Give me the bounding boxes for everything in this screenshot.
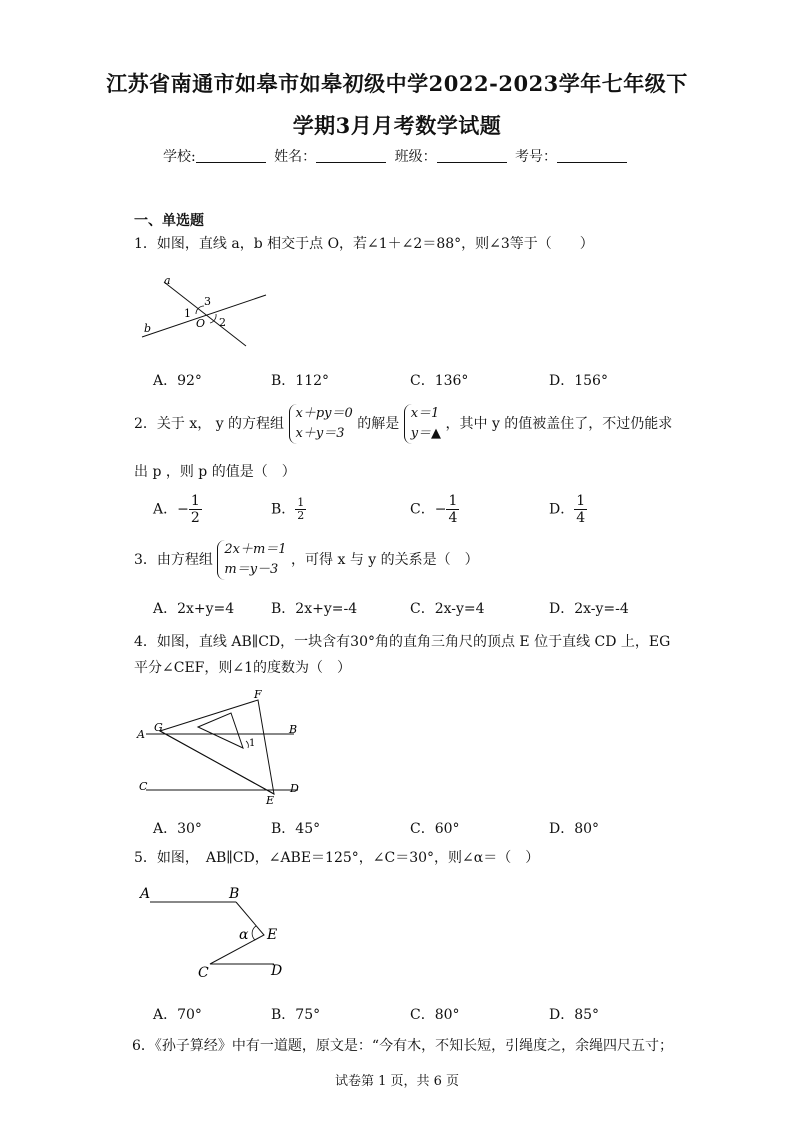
- q2-option-c: C．− $\frac{1}{4}$: [410, 493, 458, 526]
- question-2-text: 2．关于 x， y 的方程组 x＋py＝0 x＋y＝3 的解是 x＝1 y＝▲ ，其中 y 的值被盖住了，不过仍能求: [134, 404, 672, 444]
- q3-option-d: D．2x-y=-4: [549, 601, 629, 617]
- q4-option-c: C．60°: [410, 821, 460, 837]
- fig4-label-g: G: [154, 721, 163, 734]
- exam-number-label: 考号：: [515, 149, 558, 165]
- fig5-label-b: B: [229, 886, 240, 902]
- q2-option-d: D． $\frac{1}{4}$: [549, 493, 586, 526]
- q5-option-a: A．70°: [153, 1007, 202, 1023]
- fig1-label-a: a: [164, 274, 171, 287]
- q5-option-d: D．85°: [549, 1007, 600, 1023]
- fig5-label-d: D: [271, 963, 283, 979]
- q4-option-b: B．45°: [271, 821, 321, 837]
- name-label: 姓名：: [274, 149, 317, 165]
- school-blank: [196, 148, 266, 163]
- name-blank: [316, 148, 386, 163]
- q1-option-d: D．156°: [549, 373, 608, 389]
- page-title-line-1: 江苏省南通市如皋市如皋初级中学2022-2023学年七年级下: [106, 71, 688, 96]
- question-5-figure: [134, 880, 304, 980]
- fig5-label-alpha: α: [239, 927, 249, 943]
- question-4-figure: [134, 686, 314, 808]
- question-4-text-line-1: 4．如图，直线 AB∥CD，一块含有30°角的直角三角尺的顶点 E 位于直线 CD 上，EG: [134, 634, 671, 650]
- fig1-label-3: 3: [204, 295, 211, 308]
- fig4-label-1: 1: [249, 738, 256, 749]
- q1-option-a: A．92°: [153, 373, 202, 389]
- fig4-label-e: E: [266, 794, 275, 807]
- q2-equation-system: x＋py＝0 x＋y＝3: [289, 404, 353, 444]
- fig5-label-a: A: [140, 886, 151, 902]
- q2-option-b: B． $\frac{1}{2}$: [271, 496, 305, 522]
- fig4-label-a: A: [137, 728, 145, 741]
- fig1-label-1: 1: [184, 307, 191, 320]
- class-blank: [437, 148, 507, 163]
- fig4-label-c: C: [139, 780, 148, 793]
- question-6-text: 6．《孙子算经》中有一道题，原文是：“今有木，不知长短，引绳度之，余绳四尺五寸；: [132, 1038, 674, 1054]
- q3-option-b: B．2x+y=-4: [271, 601, 358, 617]
- q3-option-c: C．2x-y=4: [410, 601, 485, 617]
- page-title-line-2: 学期3月月考数学试题: [292, 113, 502, 138]
- section-heading: 一、单选题: [134, 213, 204, 229]
- exam-number-blank: [557, 148, 627, 163]
- q4-option-d: D．80°: [549, 821, 600, 837]
- question-1-text: 1．如图，直线 a，b 相交于点 O，若∠1＋∠2＝88°，则∠3等于（ ）: [134, 236, 594, 252]
- question-1-figure: [134, 270, 274, 350]
- question-2-text-continued: 出 p ，则 p 的值是（ ）: [134, 464, 296, 480]
- fig1-label-b: b: [144, 322, 152, 335]
- q2-option-a: A．− $\frac{1}{2}$: [153, 493, 200, 526]
- student-info-row: [0, 146, 794, 166]
- class-label: 班级：: [394, 149, 437, 165]
- page-footer: 试卷第 1 页，共 6 页: [334, 1074, 460, 1089]
- fig4-label-f: F: [254, 688, 262, 701]
- fig1-label-o: O: [196, 317, 206, 330]
- question-4-text-line-2: 平分∠CEF，则∠1的度数为（ ）: [134, 660, 352, 676]
- q3-equation-system: 2x＋m＝1 m＝y－3: [217, 540, 286, 580]
- fig4-label-b: B: [289, 723, 298, 736]
- q4-option-a: A．30°: [153, 821, 202, 837]
- q2-solution-system: x＝1 y＝▲: [404, 404, 441, 444]
- q1-option-b: B．112°: [271, 373, 330, 389]
- school-label: 学校:: [162, 149, 196, 165]
- q5-option-c: C．80°: [410, 1007, 460, 1023]
- fig5-label-e: E: [267, 927, 278, 943]
- q5-option-b: B．75°: [271, 1007, 321, 1023]
- fig1-label-2: 2: [219, 316, 226, 329]
- fig4-label-d: D: [290, 782, 299, 795]
- question-5-text: 5．如图， AB∥CD，∠ABE＝125°，∠C＝30°，则∠α＝（ ）: [134, 850, 540, 866]
- q1-option-c: C．136°: [410, 373, 469, 389]
- fig5-label-c: C: [198, 965, 209, 980]
- q3-option-a: A．2x+y=4: [153, 601, 235, 617]
- question-3-text: 3．由方程组 2x＋m＝1 m＝y－3 ，可得 x 与 y 的关系是（ ）: [134, 540, 479, 580]
